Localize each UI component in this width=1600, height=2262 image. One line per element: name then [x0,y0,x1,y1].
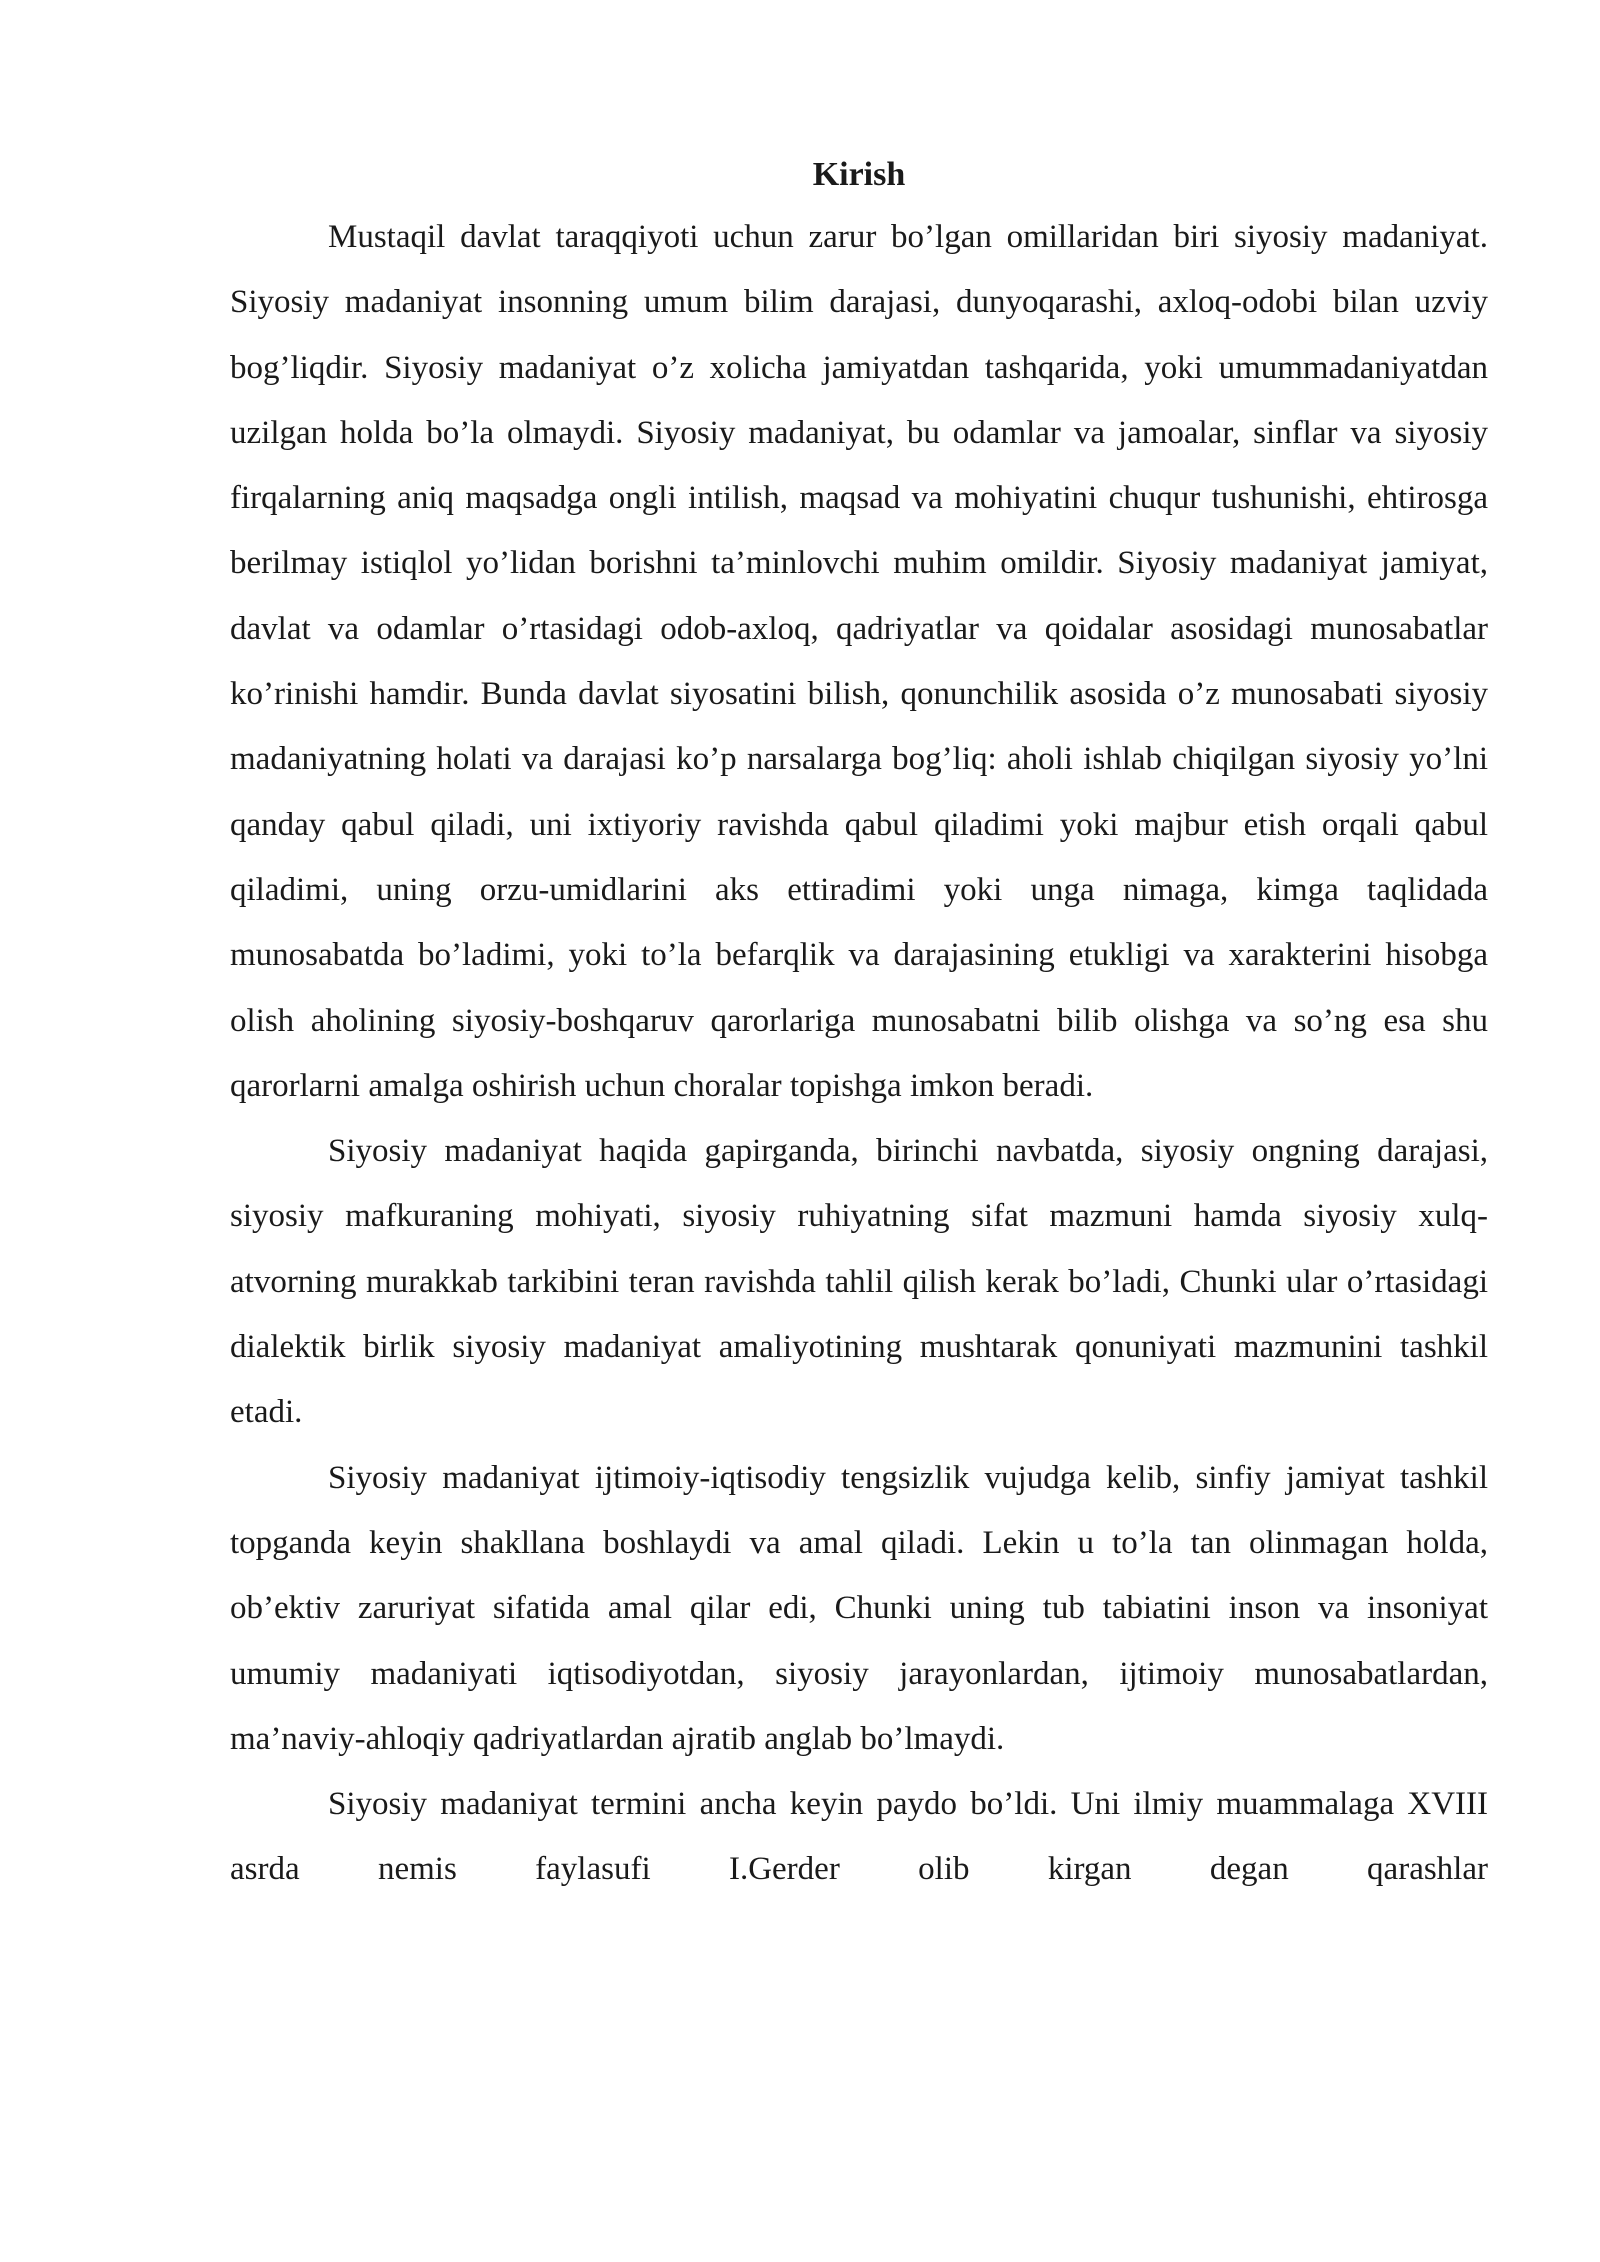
paragraph-4: Siyosiy madaniyat termini ancha keyin paydo bo’ldi. Uni ilmiy muammalaga XVIII asrda nemis faylasufi I.Gerder olib kirgan degan qarashlar [230,1786,1488,1888]
paragraph-2: Siyosiy madaniyat haqida gapirganda, birinchi navbatda, siyosiy ongning darajasi, siyosiy mafkuraning mohiyati, siyosiy ruhiyatning sifat mazmuni hamda siyosiy xulq-atvorning murakkab tarkibini teran ravishda tahlil qilish kerak bo’ladi, Chunki ular o’rtasidagi dialektik birlik siyosiy madaniyat amaliyotining mushtarak qonuniyati mazmunini tashkil etadi. [230,1133,1488,1431]
paragraph-3: Siyosiy madaniyat ijtimoiy-iqtisodiy tengsizlik vujudga kelib, sinfiy jamiyat tashkil topganda keyin shakllana boshlaydi va amal qiladi. Lekin u to’la tan olinmagan holda, ob’ektiv zaruriyat sifatida amal qilar edi, Chunki uning tub tabiatini inson va insoniyat umumiy madaniyati iqtisodiyotdan, siyosiy jarayonlardan, ijtimoiy munosabatlardan, ma’naviy-ahloqiy qadriyatlardan ajratib anglab bo’lmaydi. [230,1459,1488,1757]
paragraph-1: Mustaqil davlat taraqqiyoti uchun zarur bo’lgan omillaridan biri siyosiy madaniyat. Siyosiy madaniyat insonning umum bilim darajasi, dunyoqarashi, axloq-odobi bilan uzviy bog’liqdir. Siyosiy madaniyat o’z xolicha jamiyatdan tashqarida, yoki umummadaniyatdan uzilgan holda bo’la olmaydi. Siyosiy madaniyat, bu odamlar va jamoalar, sinflar va siyosiy firqalarning aniq maqsadga ongli intilish, maqsad va mohiyatini chuqur tushunishi, ehtirosga berilmay istiqlol yo’lidan borishni ta’minlovchi muhim omildir. Siyosiy madaniyat jamiyat, davlat va odamlar o’rtasidagi odob-axloq, qadriyatlar va qoidalar asosidagi munosabatlar ko’rinishi hamdir. Bunda davlat siyosatini bilish, qonunchilik asosida o’z munosabati siyosiy madaniyatning holati va darajasi ko’p narsalarga bog’liq: aholi ishlab chiqilgan siyosiy yo’lni qanday qabul qiladi, uni ixtiyoriy ravishda qabul qiladimi yoki majbur etish orqali qabul qiladimi, uning orzu-umidlarini aks ettiradimi yoki unga nimaga, kimga taqlidada munosabatda bo’ladimi, yoki to’la befarqlik va darajasining etukligi va xarakterini hisobga olish aholining siyosiy-boshqaruv qarorlariga munosabatni bilib olishga va so’ng esa shu qarorlarni amalga oshirish uchun choralar topishga imkon beradi. [230,219,1488,1104]
page-title: Kirish [812,156,906,193]
document-body [230,145,1488,1903]
